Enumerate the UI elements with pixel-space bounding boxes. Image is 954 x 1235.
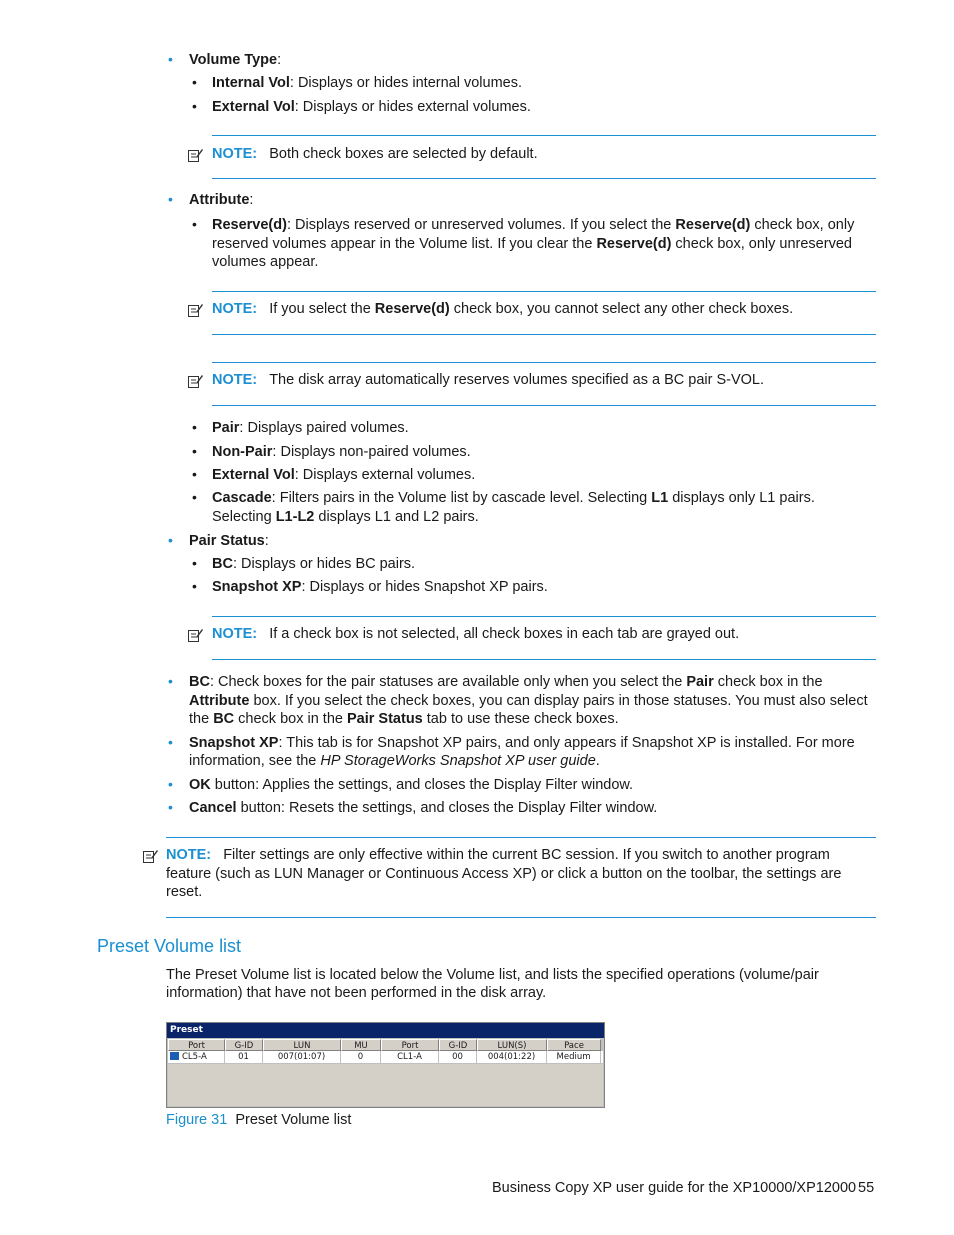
note-rule xyxy=(212,178,876,179)
note-rule xyxy=(212,291,876,292)
column-header[interactable]: LUN(S) xyxy=(477,1039,547,1051)
column-header[interactable]: LUN xyxy=(263,1039,341,1051)
section-body-line2: information) that have not been performed in the disk array. xyxy=(166,985,547,1001)
bullet: • xyxy=(168,776,173,792)
note-text-line3: reset. xyxy=(166,884,203,900)
table-cell: Medium xyxy=(547,1051,601,1063)
preset-title: Preset xyxy=(167,1023,604,1038)
page-number: 55 xyxy=(858,1180,875,1196)
column-header[interactable]: MU xyxy=(341,1039,381,1051)
reserve-item-line2: reserved volumes appear in the Volume list. If you clear the Reserve(d) check box, only unreserved xyxy=(212,236,852,252)
bullet: • xyxy=(192,555,197,571)
table-cell: 00 xyxy=(439,1051,477,1063)
snapshot-item: Snapshot XP: This tab is for Snapshot XP pairs, and only appears if Snapshot XP is installed. For more xyxy=(189,735,855,751)
table-cell: CL5-A xyxy=(168,1051,225,1063)
note-icon xyxy=(187,302,203,318)
column-header[interactable]: G-ID xyxy=(225,1039,263,1051)
figure-caption: Figure 31 Preset Volume list xyxy=(166,1112,352,1128)
note-rule xyxy=(212,616,876,617)
list-item: Internal Vol: Displays or hides internal volumes. xyxy=(212,75,522,91)
bullet: • xyxy=(168,734,173,750)
note-text-line2: feature (such as LUN Manager or Continuous Access XP) or click a button on the toolbar, the settings are xyxy=(166,866,842,882)
note-text: NOTE: The disk array automatically reserves volumes specified as a BC pair S-VOL. xyxy=(212,372,765,388)
bullet: • xyxy=(192,466,197,482)
ok-item: OK button: Applies the settings, and closes the Display Filter window. xyxy=(189,777,634,793)
note-rule xyxy=(166,837,876,838)
note-rule xyxy=(212,334,876,335)
pair-status-heading: Pair Status: xyxy=(189,533,269,549)
note-icon xyxy=(187,373,203,389)
list-item: Non-Pair: Displays non-paired volumes. xyxy=(212,444,471,460)
bullet: • xyxy=(192,443,197,459)
volume-type-heading: Volume Type: xyxy=(189,52,282,68)
column-header[interactable]: Port xyxy=(168,1039,225,1051)
note-rule xyxy=(166,917,876,918)
preset-table xyxy=(168,1039,603,1063)
table-cell: 01 xyxy=(225,1051,263,1063)
preset-empty-area xyxy=(168,1064,603,1106)
note-icon xyxy=(187,627,203,643)
snapshot-item-line2: information, see the HP StorageWorks Snapshot XP user guide. xyxy=(189,753,600,769)
column-header[interactable]: G-ID xyxy=(439,1039,477,1051)
table-cell: 004(01:22) xyxy=(477,1051,547,1063)
list-item: BC: Displays or hides BC pairs. xyxy=(212,556,416,572)
note-rule xyxy=(212,362,876,363)
cascade-item: Cascade: Filters pairs in the Volume list by cascade level. Selecting L1 displays only L1 pairs. xyxy=(212,490,815,506)
bullet: • xyxy=(168,191,173,207)
bullet: • xyxy=(168,532,173,548)
note-text: NOTE: Both check boxes are selected by default. xyxy=(212,146,538,162)
footer-title: Business Copy XP user guide for the XP10000/XP12000 xyxy=(492,1180,857,1196)
note-rule xyxy=(212,135,876,136)
list-item: External Vol: Displays external volumes. xyxy=(212,467,476,483)
bullet: • xyxy=(168,51,173,67)
column-header[interactable]: Pace xyxy=(547,1039,601,1051)
list-item: Pair: Displays paired volumes. xyxy=(212,420,409,436)
bc-item: BC: Check boxes for the pair statuses are available only when you select the Pair check box in the xyxy=(189,674,823,690)
note-text: NOTE: If a check box is not selected, all check boxes in each tab are grayed out. xyxy=(212,626,740,642)
table-row[interactable] xyxy=(168,1051,603,1063)
reserve-item-line3: volumes appear. xyxy=(212,254,319,270)
bullet: • xyxy=(192,98,197,114)
bullet: • xyxy=(192,419,197,435)
note-icon xyxy=(187,147,203,163)
note-text: NOTE: Filter settings are only effective within the current BC session. If you switch to another program xyxy=(166,847,830,863)
attribute-heading: Attribute: xyxy=(189,192,254,208)
cancel-item: Cancel button: Resets the settings, and closes the Display Filter window. xyxy=(189,800,658,816)
cascade-item-line2: Selecting L1-L2 displays L1 and L2 pairs. xyxy=(212,509,479,525)
preset-panel xyxy=(166,1022,605,1108)
section-heading: Preset Volume list xyxy=(97,936,242,956)
list-item: Snapshot XP: Displays or hides Snapshot XP pairs. xyxy=(212,579,548,595)
note-icon xyxy=(142,848,158,864)
table-cell: CL1-A xyxy=(381,1051,439,1063)
column-header[interactable]: Port xyxy=(381,1039,439,1051)
bullet: • xyxy=(192,578,197,594)
list-item: External Vol: Displays or hides external volumes. xyxy=(212,99,531,115)
bullet: • xyxy=(192,216,197,232)
note-rule xyxy=(212,659,876,660)
volume-icon xyxy=(170,1052,179,1060)
note-rule xyxy=(212,405,876,406)
bullet: • xyxy=(192,74,197,90)
section-body: The Preset Volume list is located below the Volume list, and lists the specified operations (volume/pair xyxy=(166,967,819,983)
preset-header-row xyxy=(168,1039,603,1051)
bc-item-line2: Attribute box. If you select the check boxes, you can display pairs in those statuses. You must also select xyxy=(189,693,868,709)
bc-item-line3: the BC check box in the Pair Status tab to use these check boxes. xyxy=(189,711,619,727)
note-text: NOTE: If you select the Reserve(d) check box, you cannot select any other check boxes. xyxy=(212,301,794,317)
table-cell: 0 xyxy=(341,1051,381,1063)
bullet: • xyxy=(168,673,173,689)
reserve-item: Reserve(d): Displays reserved or unreserved volumes. If you select the Reserve(d) check box, only xyxy=(212,217,855,233)
bullet: • xyxy=(168,799,173,815)
bullet: • xyxy=(192,489,197,505)
table-cell: 007(01:07) xyxy=(263,1051,341,1063)
